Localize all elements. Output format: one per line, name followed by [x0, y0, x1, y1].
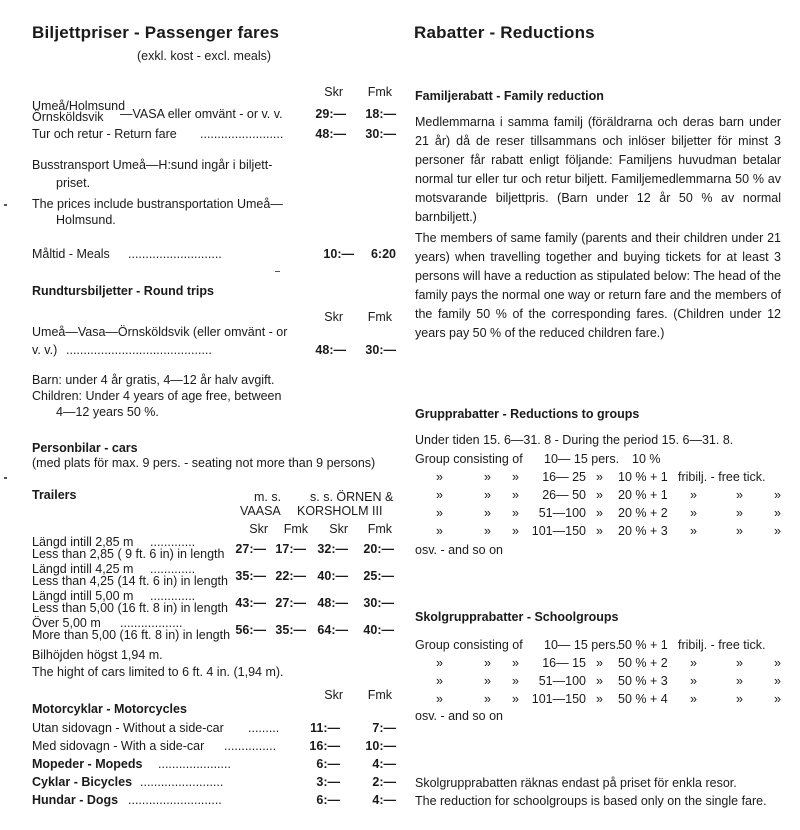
- round-route-dots: ..........................................: [66, 343, 212, 357]
- ditto-mark: »: [596, 524, 603, 538]
- skr-header-3: Skr: [324, 688, 343, 702]
- ditto-mark: »: [484, 692, 491, 706]
- ditto-mark: »: [484, 488, 491, 502]
- ditto-mark: »: [736, 656, 743, 670]
- vehicle-skr: 6:—: [316, 757, 340, 771]
- ditto-mark: »: [774, 656, 781, 670]
- ditto-mark: »: [774, 692, 781, 706]
- ditto-mark: »: [436, 506, 443, 520]
- school-note-en: The reduction for schoolgroups is based only on the single fare.: [415, 794, 767, 808]
- ditto-mark: »: [512, 506, 519, 520]
- trailer-vaasa-skr: 27:—: [235, 542, 266, 556]
- group-reductions-title: Grupprabatter - Reductions to groups: [415, 407, 640, 421]
- motorcycles-title: Motorcyklar - Motorcycles: [32, 702, 187, 716]
- group-period: Under tiden 15. 6—31. 8 - During the period 15. 6—31. 8.: [415, 433, 734, 447]
- ditto-mark: »: [484, 674, 491, 688]
- round-route-line2: v. v.): [32, 343, 58, 357]
- vehicle-dots: .....................: [158, 757, 231, 771]
- ditto-mark: »: [596, 470, 603, 484]
- trailer-ornen-skr: 48:—: [317, 596, 348, 610]
- trailer-ornen-skr: 32:—: [317, 542, 348, 556]
- school-range: 16— 15: [542, 656, 586, 670]
- vehicle-fmk: 10:—: [365, 739, 396, 753]
- vehicle-skr: 11:—: [310, 721, 340, 735]
- fare-oneway-skr: 29:—: [315, 107, 346, 121]
- trailer-ornen-skr: 40:—: [317, 569, 348, 583]
- family-reduction-sv: Medlemmarna i samma familj (föräldrarna och deras barn under 21 år) då de reser tillsammans och inlöser biljetter för minst 3 personer får rabatt enligt följande: Familjens huvudman betalar normal tur eller tur och retur biljett. Familjemedlemmarna 50 % av motsvarande biljettpris. (Barn under 12 år 50 % av normal barnbiljett.): [415, 115, 781, 224]
- ditto-mark: »: [512, 524, 519, 538]
- ditto-mark: »: [512, 692, 519, 706]
- family-reduction-en: The members of same family (parents and their children under 21 years) when travelling together and buying tickets for at least 3 persons will have a reduction as stipulated below: The head of the family pays the normal one way or return fare and the members of the family 50 % of the corresponding fares. (Children under 12 years pay 50 % of the reduced children fare.): [415, 231, 781, 340]
- ornen-label: s. s. ÖRNEN &: [310, 490, 394, 504]
- trailer-row-dots: ..................: [120, 616, 183, 630]
- trailer-length-en: More than 5,00 (16 ft. 8 in) in length: [32, 628, 231, 642]
- skr-header-1: Skr: [324, 85, 343, 99]
- meal-label: Måltid - Meals: [32, 247, 110, 261]
- fare-route: —VASA eller omvänt - or v. v.: [120, 107, 283, 121]
- ditto-mark: »: [436, 488, 443, 502]
- group-pct: 10 %: [632, 452, 661, 466]
- fmk-header-3: Fmk: [367, 688, 392, 702]
- group-pct: 20 % + 2: [618, 506, 668, 520]
- ditto-mark: »: [484, 506, 491, 520]
- vehicle-dots: .........: [248, 721, 280, 735]
- ditto-mark: »: [774, 506, 781, 520]
- family-reduction-title: Familjerabatt - Family reduction: [415, 89, 604, 103]
- round-fmk: 30:—: [365, 343, 396, 357]
- car-height-en: The hight of cars limited to 6 ft. 4 in. (1,94 m).: [32, 665, 284, 679]
- ditto-mark: »: [436, 692, 443, 706]
- cars-title: Personbilar - cars: [32, 441, 138, 455]
- trailer-length-en: Less than 5,00 (16 ft. 8 in) in length: [32, 601, 228, 615]
- trailer-length-sv: Över 5,00 m: [32, 616, 101, 630]
- cars-seating-note: (med plats för max. 9 pers. - seating not more than 9 persons): [32, 456, 376, 470]
- ditto-mark: »: [690, 506, 697, 520]
- group-pct: 20 % + 1: [618, 488, 668, 502]
- ditto-mark: »: [484, 656, 491, 670]
- trailer-row-dots: .............: [150, 589, 196, 603]
- ditto-mark: »: [690, 656, 697, 670]
- trailer-vaasa-skr: 35:—: [235, 569, 266, 583]
- vehicle-fmk: 2:—: [372, 775, 396, 789]
- ditto-mark: »: [512, 674, 519, 688]
- ditto-mark: »: [736, 674, 743, 688]
- reductions-title: Rabatter - Reductions: [414, 23, 595, 42]
- meal-dots: ...........................: [128, 247, 222, 261]
- school-free-ticket: fribilj. - free tick.: [678, 638, 766, 652]
- school-pct: 50 % + 3: [618, 674, 668, 688]
- ditto-mark: »: [484, 470, 491, 484]
- trailer-ornen-fmk: 20:—: [363, 542, 394, 556]
- trailer-ornen-fmk: 25:—: [363, 569, 394, 583]
- round-route-line1: Umeå—Vasa—Örnsköldsvik (eller omvänt - or: [32, 325, 288, 339]
- vehicle-skr: 16:—: [309, 739, 340, 753]
- ditto-mark: »: [690, 692, 697, 706]
- ditto-mark: »: [596, 674, 603, 688]
- trailer-vaasa-fmk: 17:—: [275, 542, 306, 556]
- fmk-header-1: Fmk: [367, 85, 392, 99]
- bus-note-en-line2: Holmsund.: [56, 213, 116, 227]
- group-range: 51—100: [538, 506, 586, 520]
- ditto-mark: »: [774, 488, 781, 502]
- bus-note-sv-line2: priset.: [56, 176, 91, 190]
- ditto-mark: »: [512, 488, 519, 502]
- trailer-row-dots: .............: [150, 562, 196, 576]
- trailer-length-en: Less than 2,85 ( 9 ft. 6 in) in length: [32, 547, 225, 561]
- return-fare-fmk: 30:—: [365, 127, 396, 141]
- school-range: 51—100: [538, 674, 586, 688]
- trailer-vaasa-fmk: 35:—: [275, 623, 306, 637]
- vehicle-label: Utan sidovagn - Without a side-car: [32, 721, 224, 735]
- school-pct: 50 % + 2: [618, 656, 668, 670]
- ditto-mark: »: [736, 488, 743, 502]
- skr-header-2: Skr: [324, 310, 343, 324]
- return-fare-dots: ........................: [200, 127, 284, 141]
- passenger-fares-title: Biljettpriser - Passenger fares: [32, 23, 280, 42]
- school-consisting-label: Group consisting of: [415, 638, 523, 652]
- fare-origin-2: Örnsköldsvik: [32, 110, 104, 124]
- bus-note-en-line1: The prices include bustransportation Umeå—: [32, 197, 283, 211]
- ditto-mark: »: [512, 470, 519, 484]
- vehicle-fmk: 7:—: [372, 721, 396, 735]
- group-range: 26— 50: [542, 488, 586, 502]
- trailer-vaasa-skr: 56:—: [235, 623, 266, 637]
- trailer-header-skr-2: Skr: [329, 522, 348, 536]
- schoolgroups-title: Skolgrupprabatter - Schoolgroups: [415, 610, 619, 624]
- return-fare-label: Tur och retur - Return fare: [32, 127, 177, 141]
- trailers-title: Trailers: [32, 488, 77, 502]
- ditto-mark: »: [512, 656, 519, 670]
- school-range: 10— 15 pers.: [544, 638, 620, 652]
- group-free-ticket: fribilj. - free tick.: [678, 470, 766, 484]
- ditto-mark: »: [736, 692, 743, 706]
- ditto-mark: »: [690, 524, 697, 538]
- vehicle-fmk: 4:—: [372, 757, 396, 771]
- children-note-en-line1: Children: Under 4 years of age free, between: [32, 389, 282, 403]
- group-consisting-label: Group consisting of: [415, 452, 523, 466]
- school-range: 101—150: [531, 692, 586, 706]
- ditto-mark: »: [690, 674, 697, 688]
- meals-note: (exkl. kost - excl. meals): [137, 49, 272, 63]
- trailer-length-sv: Längd intill 2,85 m: [32, 535, 134, 549]
- vehicle-fmk: 4:—: [372, 793, 396, 807]
- group-range: 101—150: [531, 524, 586, 538]
- fare-oneway-fmk: 18:—: [365, 107, 396, 121]
- print-speck: [275, 271, 280, 272]
- trailer-row-dots: .............: [150, 535, 196, 549]
- vehicle-label: Med sidovagn - With a side-car: [32, 739, 205, 753]
- trailer-header-skr-1: Skr: [249, 522, 268, 536]
- vehicle-dots: ........................: [140, 775, 224, 789]
- ditto-mark: »: [596, 692, 603, 706]
- trailer-header-fmk-2: Fmk: [367, 522, 392, 536]
- vehicle-dots: ...........................: [128, 793, 222, 807]
- vehicle-skr: 6:—: [316, 793, 340, 807]
- ditto-mark: »: [690, 488, 697, 502]
- vehicle-label: Cyklar - Bicycles: [32, 775, 133, 789]
- trailer-ornen-fmk: 30:—: [363, 596, 394, 610]
- bus-note-sv-line1: Busstransport Umeå—H:sund ingår i biljett-: [32, 158, 273, 172]
- return-fare-skr: 48:—: [315, 127, 346, 141]
- school-pct: 50 % + 4: [618, 692, 668, 706]
- trailer-vaasa-skr: 43:—: [235, 596, 266, 610]
- vehicle-label: Hundar - Dogs: [32, 793, 119, 807]
- trailer-length-en: Less than 4,25 (14 ft. 6 in) in length: [32, 574, 228, 588]
- trailer-vaasa-fmk: 27:—: [275, 596, 306, 610]
- ditto-mark: »: [436, 524, 443, 538]
- round-skr: 48:—: [315, 343, 346, 357]
- children-note-sv: Barn: under 4 år gratis, 4—12 år halv avgift.: [32, 373, 275, 387]
- group-pct: 20 % + 3: [618, 524, 668, 538]
- trailer-length-sv: Längd intill 4,25 m: [32, 562, 134, 576]
- ditto-mark: »: [436, 656, 443, 670]
- ditto-mark: »: [774, 524, 781, 538]
- vehicle-skr: 3:—: [316, 775, 340, 789]
- fare-origin-1: Umeå/Holmsund: [32, 99, 126, 113]
- group-range: 16— 25: [542, 470, 586, 484]
- ditto-mark: »: [436, 470, 443, 484]
- ditto-mark: »: [736, 506, 743, 520]
- children-note-en-line2: 4—12 years 50 %.: [56, 405, 159, 419]
- car-height-sv: Bilhöjden högst 1,94 m.: [32, 648, 163, 662]
- print-speck: [4, 477, 7, 479]
- ditto-mark: »: [436, 674, 443, 688]
- group-pct: 10 % + 1: [618, 470, 668, 484]
- korsholm-label: KORSHOLM III: [297, 504, 383, 518]
- ditto-mark: »: [596, 656, 603, 670]
- round-trips-title: Rundtursbiljetter - Round trips: [32, 284, 214, 298]
- ditto-mark: »: [596, 488, 603, 502]
- print-speck: [4, 204, 7, 206]
- school-etc: osv. - and so on: [415, 709, 504, 723]
- trailer-header-fmk-1: Fmk: [283, 522, 308, 536]
- trailer-ornen-fmk: 40:—: [363, 623, 394, 637]
- ditto-mark: »: [774, 674, 781, 688]
- vaasa-label: VAASA: [240, 504, 281, 518]
- meal-skr: 10:—: [323, 247, 354, 261]
- school-note-sv: Skolgrupprabatten räknas endast på priset för enkla resor.: [415, 776, 737, 790]
- ditto-mark: »: [736, 524, 743, 538]
- ms-label: m. s.: [254, 490, 282, 504]
- group-etc: osv. - and so on: [415, 543, 504, 557]
- trailer-vaasa-fmk: 22:—: [275, 569, 306, 583]
- school-pct: 50 % + 1: [618, 638, 668, 652]
- vehicle-label: Mopeder - Mopeds: [32, 757, 143, 771]
- group-range: 10— 15 pers.: [544, 452, 620, 466]
- vehicle-dots: ...............: [224, 739, 277, 753]
- fmk-header-2: Fmk: [367, 310, 392, 324]
- meal-fmk: 6:20: [370, 247, 396, 261]
- ditto-mark: »: [484, 524, 491, 538]
- trailer-ornen-skr: 64:—: [317, 623, 348, 637]
- trailer-length-sv: Längd intill 5,00 m: [32, 589, 134, 603]
- ditto-mark: »: [596, 506, 603, 520]
